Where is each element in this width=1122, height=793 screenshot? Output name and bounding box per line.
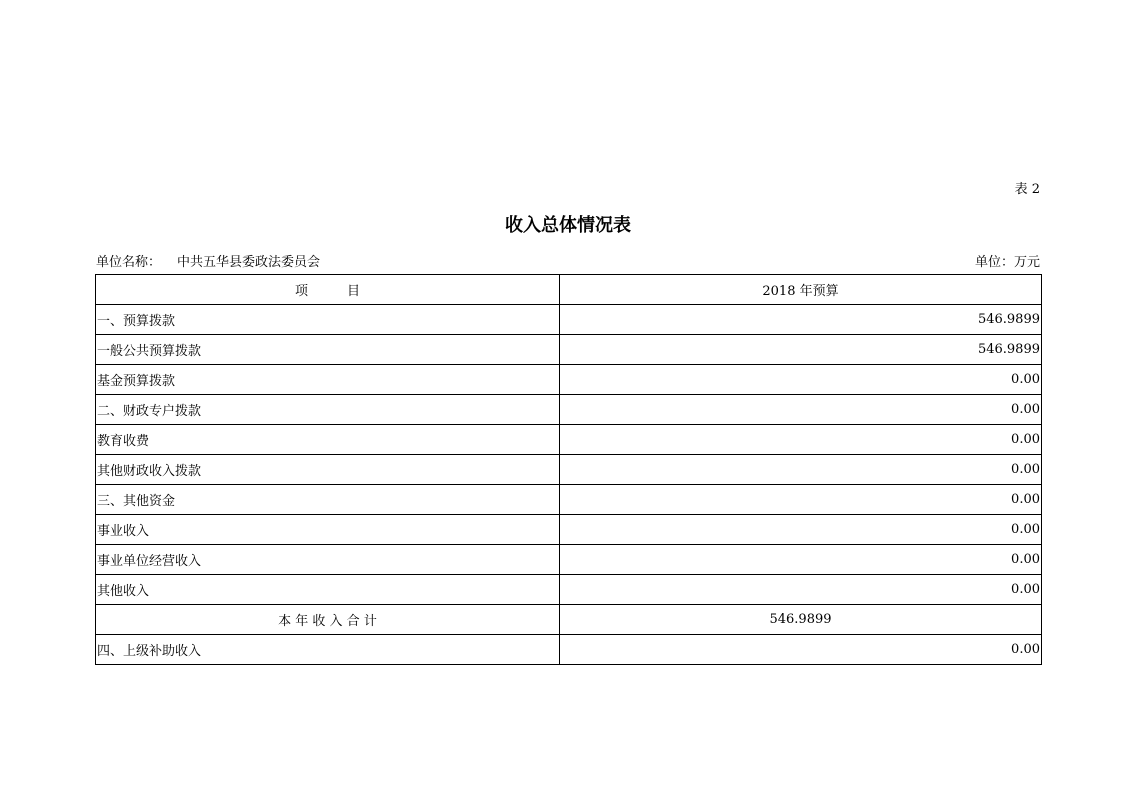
row-label: 一、预算拨款 [96,305,560,335]
table-row [96,485,1042,515]
total-row [96,605,1042,635]
row-value: 0.00 [560,485,1042,515]
row-label: 基金预算拨款 [96,365,560,395]
meta-row [96,251,1040,269]
table-header-row [96,275,1042,305]
row-label: 教育收费 [96,425,560,455]
row-label: 其他收入 [96,575,560,605]
row-value: 0.00 [560,635,1042,665]
page-title: 收入总体情况表 [505,215,631,236]
row-value: 0.00 [560,545,1042,575]
table-row [96,305,1042,335]
row-value: 546.9899 [560,335,1042,365]
row-value: 0.00 [560,515,1042,545]
table-row [96,455,1042,485]
row-value: 0.00 [560,395,1042,425]
table-row [96,335,1042,365]
total-value: 546.9899 [560,605,1042,635]
row-value: 0.00 [560,365,1042,395]
row-label: 其他财政收入拨款 [96,455,560,485]
row-label: 事业单位经营收入 [96,545,560,575]
table-row [96,545,1042,575]
table-row [96,365,1042,395]
row-label: 一般公共预算拨款 [96,335,560,365]
table-row [96,575,1042,605]
table-number: 表 2 [1014,182,1040,197]
header-item: 项 目 [96,275,560,305]
row-value: 0.00 [560,575,1042,605]
table-row [96,515,1042,545]
unit-name-line [96,251,320,270]
table-row [96,395,1042,425]
money-unit: 单位：万元 [974,255,1040,270]
row-value: 0.00 [560,455,1042,485]
row-label: 事业收入 [96,515,560,545]
unit-name-value: 中共五华县委政法委员会 [177,255,321,270]
row-label: 二、财政专户拨款 [96,395,560,425]
table-row [96,425,1042,455]
unit-name-label: 单位名称： [96,255,162,270]
row-label: 三、其他资金 [96,485,560,515]
total-label: 本 年 收 入 合 计 [96,605,560,635]
row-value: 0.00 [560,425,1042,455]
row-label: 四、上级补助收入 [96,635,560,665]
row-value: 546.9899 [560,305,1042,335]
income-table [95,274,1042,665]
table-row [96,635,1042,665]
header-budget: 2018 年预算 [560,275,1042,305]
